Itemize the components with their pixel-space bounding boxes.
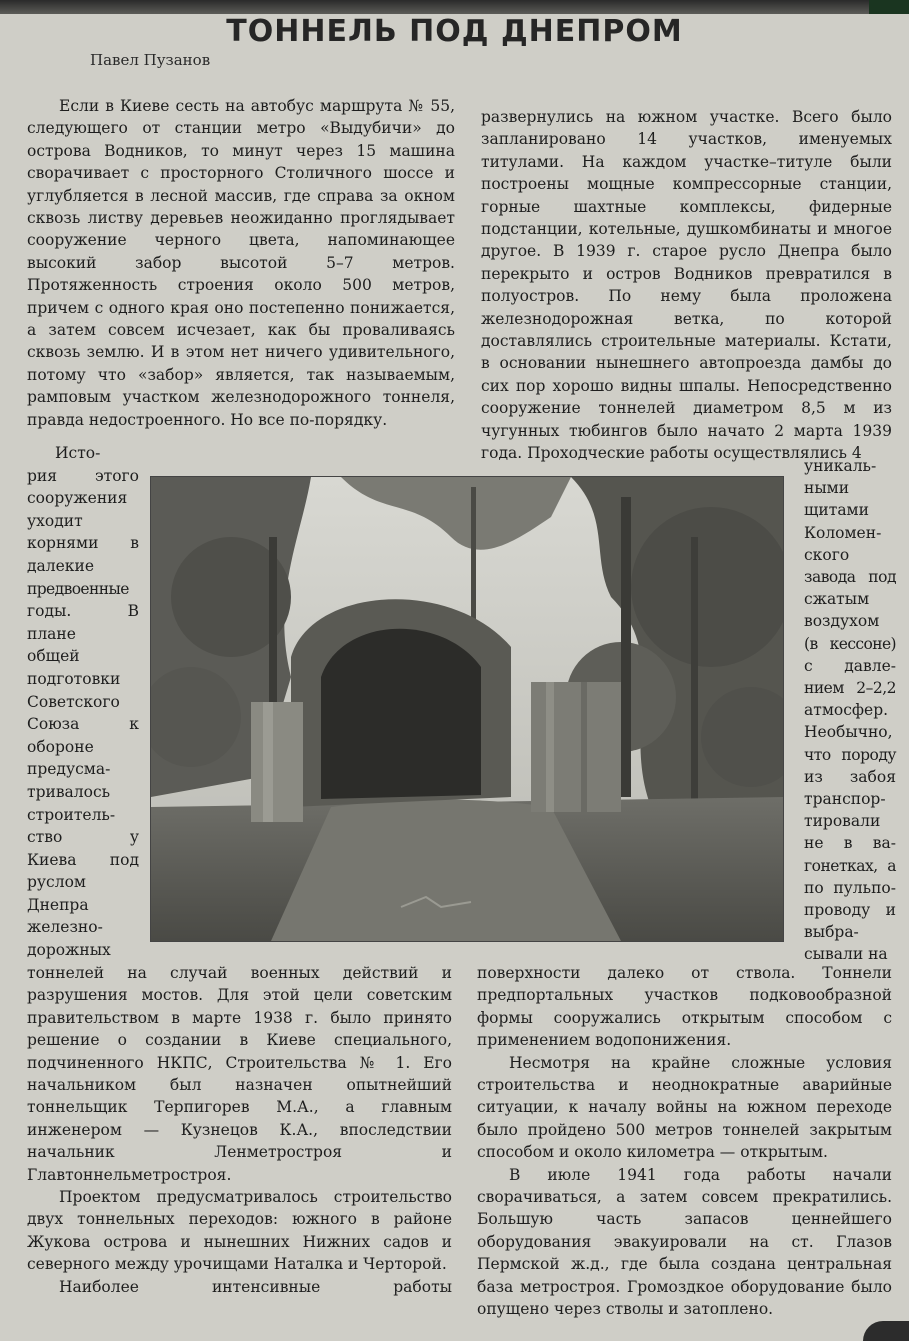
narrow-line: проводу и — [804, 901, 896, 920]
narrow-line: транспор- — [804, 790, 886, 809]
narrow-line: строитель- — [27, 805, 116, 824]
narrow-line: Союза к — [27, 715, 139, 734]
narrow-line: подготовки — [27, 669, 121, 688]
narrow-line: ными — [804, 479, 850, 498]
narrow-line: ство у — [27, 828, 139, 847]
narrow-line: руслом — [27, 873, 86, 892]
column-left-top — [27, 95, 455, 431]
paragraph-works: развернулись на южном участке. Всего было запланировано 14 участков, именуемых титулами. На каждом участке–титуле были построены мощные компрессорные станции, горные шахтные комплексы, фидерные подстанции, котельные, душкомбинаты и многое другое. В 1939 г. старое русло Днепра было перекрыто и остров Водников превратился в полуостров. По нему была проложена железнодорожная ветка, по которой доставлялись строительные материалы. Кстати, в основании нынешнего автопроезда дамбы до сих пор хорошо видны шпалы. Непосредственно сооружение тоннелей диаметром 8,5 м из чугунных тюбингов было начато 2 марта 1939 года. Проходческие работы осуществлялись 4 — [481, 108, 892, 463]
page-corner-bottom-right — [863, 1321, 909, 1341]
narrow-line: далекие — [27, 556, 94, 575]
article-title: ТОННЕЛЬ ПОД ДНЕПРОМ — [226, 14, 683, 49]
narrow-line: Киева под — [27, 850, 139, 869]
narrow-line: Днепра — [27, 895, 89, 914]
column-left-bottom — [27, 962, 452, 1298]
column-right-bottom — [477, 962, 892, 1321]
narrow-line: ского — [804, 545, 850, 564]
narrow-line: из забоя — [804, 767, 896, 786]
tunnel-portal-illustration — [151, 477, 783, 941]
narrow-line: предвоенные — [27, 579, 129, 598]
narrow-line: щитами — [804, 501, 869, 520]
narrow-line: тировали — [804, 812, 881, 831]
tunnel-portal-photo — [150, 476, 784, 942]
paragraph-war: Несмотря на крайне сложные условия строительства и неоднократные аварийные ситуации, к началу войны на южном переходе было пройдено 500 метров тоннелей закрытым способом и около километра — открытым. — [477, 1053, 892, 1162]
page-top-edge — [0, 0, 909, 14]
narrow-line: тривалось — [27, 782, 111, 801]
narrow-line: завода под — [804, 568, 896, 587]
paragraph-portals: поверхности далеко от ствола. Тоннели предпортальных участков подковообразной формы сооружались открытым способом с применением водопонижения. — [477, 964, 892, 1050]
narrow-line: с давле- — [804, 656, 896, 675]
narrow-line: Коломен- — [804, 523, 882, 542]
narrow-line: уходит — [27, 511, 83, 530]
narrow-line: дорожных — [27, 941, 111, 960]
narrow-line: уникаль- — [804, 457, 877, 475]
paragraph-intensive: Наиболее интенсивные работы — [59, 1277, 452, 1296]
narrow-line: не в ва- — [804, 834, 896, 853]
column-left-narrow — [27, 442, 139, 962]
narrow-line: Советского — [27, 692, 120, 711]
narrow-line: годы. В — [27, 602, 139, 621]
narrow-line: предусма- — [27, 760, 111, 779]
page-corner-top-right — [869, 0, 909, 14]
paragraph-construction: тоннелей на случай военных действий и разрушения мостов. Для этой цели советским правительством в марте 1938 г. было принято решение о создании в Киеве специального, подчиненного НКПС, Строительства № 1. Его начальником был назначен опытнейший тоннельщик Терпигорев М.А., а главным инженером — Кузнецов К.А., впоследствии начальник Ленметростроя и Главтоннельметростроя. — [27, 964, 452, 1184]
narrow-line: выбра- — [804, 923, 859, 942]
narrow-line: общей — [27, 647, 80, 666]
paragraph-intro: Если в Киеве сесть на автобус маршрута № 55, следующего от станции метро «Выдубичи» до острова Водников, то минут через 15 машина сворачивает с просторного Столичного шоссе и углубляется в лесной массив, где справа за окном сквозь листву деревьев неожиданно проглядывает сооружение черного цвета, напоминающее высокий забор высотой 5–7 метров. Протяженность строения около 500 метров, причем с одного края оно постепенно понижается, а затем совсем исчезает, как бы проваливаясь сквозь землю. И в этом нет ничего удивительного, потому что «забор» является, так называемым, рамповым участком железнодорожного тоннеля, правда недостроенного. Но все по-порядку. — [27, 97, 455, 429]
narrow-line: гонетках, а — [804, 856, 896, 875]
narrow-line: (в кессоне) — [804, 634, 896, 653]
narrow-line: по пульпо- — [804, 878, 896, 897]
narrow-line: атмосфер. — [804, 701, 889, 720]
narrow-line: воздухом — [804, 612, 880, 631]
column-right-narrow — [804, 455, 896, 966]
article-author: Павел Пузанов — [90, 51, 211, 69]
narrow-line: рия этого — [27, 466, 139, 485]
narrow-line: корнями в — [27, 534, 139, 553]
column-right-top — [481, 106, 892, 465]
narrow-line: Исто- — [55, 444, 101, 462]
narrow-line: сывали на — [804, 945, 888, 964]
narrow-line: сжатым — [804, 590, 870, 609]
narrow-line: что породу — [804, 745, 896, 764]
paragraph-evacuation: В июле 1941 года работы начали сворачиваться, а затем совсем прекратились. Большую часть запасов ценнейшего оборудования эвакуировали на ст. Глазов Пермской ж.д., где была создана центральная база метростроя. Громоздкое оборудование было опущено через стволы и затоплено. — [477, 1165, 892, 1319]
narrow-line: плане — [27, 624, 76, 643]
paragraph-project: Проектом предусматривалось строительство двух тоннельных переходов: южного в районе Жукова острова и нынешних Нижних садов и северного между урочищами Наталка и Черторой. — [27, 1188, 452, 1274]
narrow-line: сооружения — [27, 489, 128, 508]
narrow-line: нием 2–2,2 — [804, 679, 896, 698]
narrow-line: Необычно, — [804, 723, 893, 742]
narrow-line: обороне — [27, 737, 94, 756]
narrow-line: железно- — [27, 918, 103, 937]
